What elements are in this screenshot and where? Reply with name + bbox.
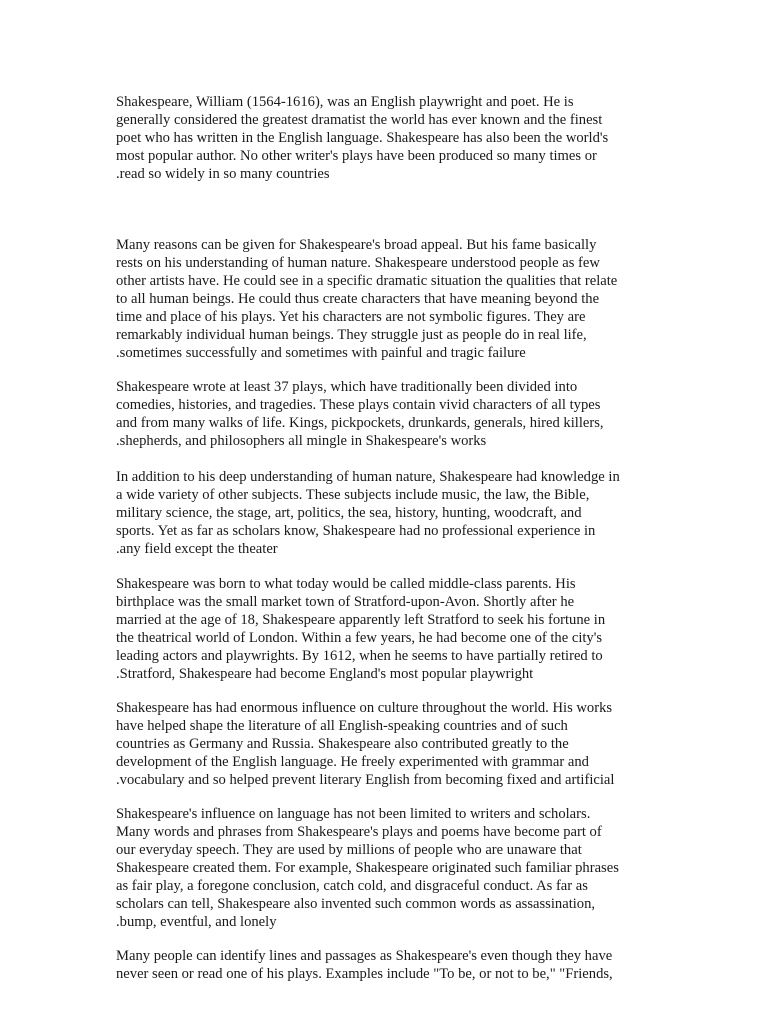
- paragraph-line: development of the English language. He freely experimented with grammar and: [116, 754, 589, 770]
- paragraph-line: .any field except the theater: [116, 541, 278, 557]
- paragraph-birth: [116, 575, 656, 683]
- paragraph-line: other artists have. He could see in a specific dramatic situation the qualities that relate: [116, 273, 618, 289]
- paragraph-line: to all human beings. He could thus create characters that have meaning beyond the: [116, 291, 600, 307]
- paragraph-line: Many people can identify lines and passages as Shakespeare's even though they have: [116, 948, 613, 964]
- paragraph-line: a wide variety of other subjects. These subjects include music, the law, the Bible,: [116, 487, 590, 503]
- paragraph-line: countries as Germany and Russia. Shakespeare also contributed greatly to the: [116, 736, 569, 752]
- paragraph-influence: [116, 699, 656, 789]
- paragraph-line: married at the age of 18, Shakespeare apparently left Stratford to seek his fortune in: [116, 612, 606, 628]
- paragraph-line: generally considered the greatest dramatist the world has ever known and the finest: [116, 112, 603, 128]
- paragraph-line: and from many walks of life. Kings, pickpockets, drunkards, generals, hired killers,: [116, 415, 604, 431]
- paragraph-line: military science, the stage, art, politics, the sea, history, hunting, woodcraft, and: [116, 505, 582, 521]
- paragraph-line: time and place of his plays. Yet his characters are not symbolic figures. They are: [116, 309, 586, 325]
- paragraph-line: Shakespeare, William (1564-1616), was an English playwright and poet. He is: [116, 94, 574, 110]
- paragraph-line: scholars can tell, Shakespeare also invented such common words as assassination,: [116, 896, 596, 912]
- paragraph-line: leading actors and playwrights. By 1612, when he seems to have partially retired to: [116, 648, 603, 664]
- paragraph-line: Many words and phrases from Shakespeare's plays and poems have become part of: [116, 824, 602, 840]
- paragraph-line: sports. Yet as far as scholars know, Shakespeare had no professional experience in: [116, 523, 596, 539]
- paragraph-line: Shakespeare created them. For example, Shakespeare originated such familiar phrases: [116, 860, 619, 876]
- paragraph-line: Shakespeare wrote at least 37 plays, which have traditionally been divided into: [116, 379, 578, 395]
- paragraph-line: Many reasons can be given for Shakespeare's broad appeal. But his fame basically: [116, 237, 597, 253]
- paragraph-line: .bump, eventful, and lonely: [116, 914, 277, 930]
- paragraph-quotes: [116, 947, 656, 983]
- paragraph-line: never seen or read one of his plays. Examples include "To be, or not to be," "Friends,: [116, 966, 613, 982]
- paragraph-line: .vocabulary and so helped prevent literary English from becoming fixed and artificial: [116, 772, 615, 788]
- paragraph-intro: [116, 93, 656, 183]
- paragraph-line: as fair play, a foregone conclusion, catch cold, and disgraceful conduct. As far as: [116, 878, 588, 894]
- paragraph-line: .shepherds, and philosophers all mingle in Shakespeare's works: [116, 433, 487, 449]
- paragraph-line: most popular author. No other writer's plays have been produced so many times or: [116, 148, 597, 164]
- paragraph-language: [116, 805, 656, 931]
- paragraph-line: .sometimes successfully and sometimes with painful and tragic failure: [116, 345, 526, 361]
- paragraph-line: .Stratford, Shakespeare had become England's most popular playwright: [116, 666, 534, 682]
- paragraph-line: comedies, histories, and tragedies. These plays contain vivid characters of all types: [116, 397, 601, 413]
- paragraph-line: In addition to his deep understanding of human nature, Shakespeare had knowledge in: [116, 469, 620, 485]
- paragraph-line: the theatrical world of London. Within a few years, he had become one of the city's: [116, 630, 603, 646]
- paragraph-plays: [116, 378, 656, 450]
- paragraph-line: rests on his understanding of human nature. Shakespeare understood people as few: [116, 255, 600, 271]
- paragraph-line: .read so widely in so many countries: [116, 166, 330, 182]
- paragraph-line: our everyday speech. They are used by millions of people who are unaware that: [116, 842, 582, 858]
- paragraph-broad-appeal: [116, 236, 656, 362]
- paragraph-line: Shakespeare's influence on language has not been limited to writers and scholars.: [116, 806, 591, 822]
- paragraph-line: Shakespeare was born to what today would be called middle-class parents. His: [116, 576, 576, 592]
- paragraph-line: Shakespeare has had enormous influence on culture throughout the world. His works: [116, 700, 613, 716]
- paragraph-line: remarkably individual human beings. They struggle just as people do in real life,: [116, 327, 587, 343]
- paragraph-line: poet who has written in the English language. Shakespeare has also been the world's: [116, 130, 609, 146]
- paragraph-knowledge: [116, 468, 656, 558]
- paragraph-line: birthplace was the small market town of Stratford-upon-Avon. Shortly after he: [116, 594, 575, 610]
- paragraph-line: have helped shape the literature of all English-speaking countries and of such: [116, 718, 568, 734]
